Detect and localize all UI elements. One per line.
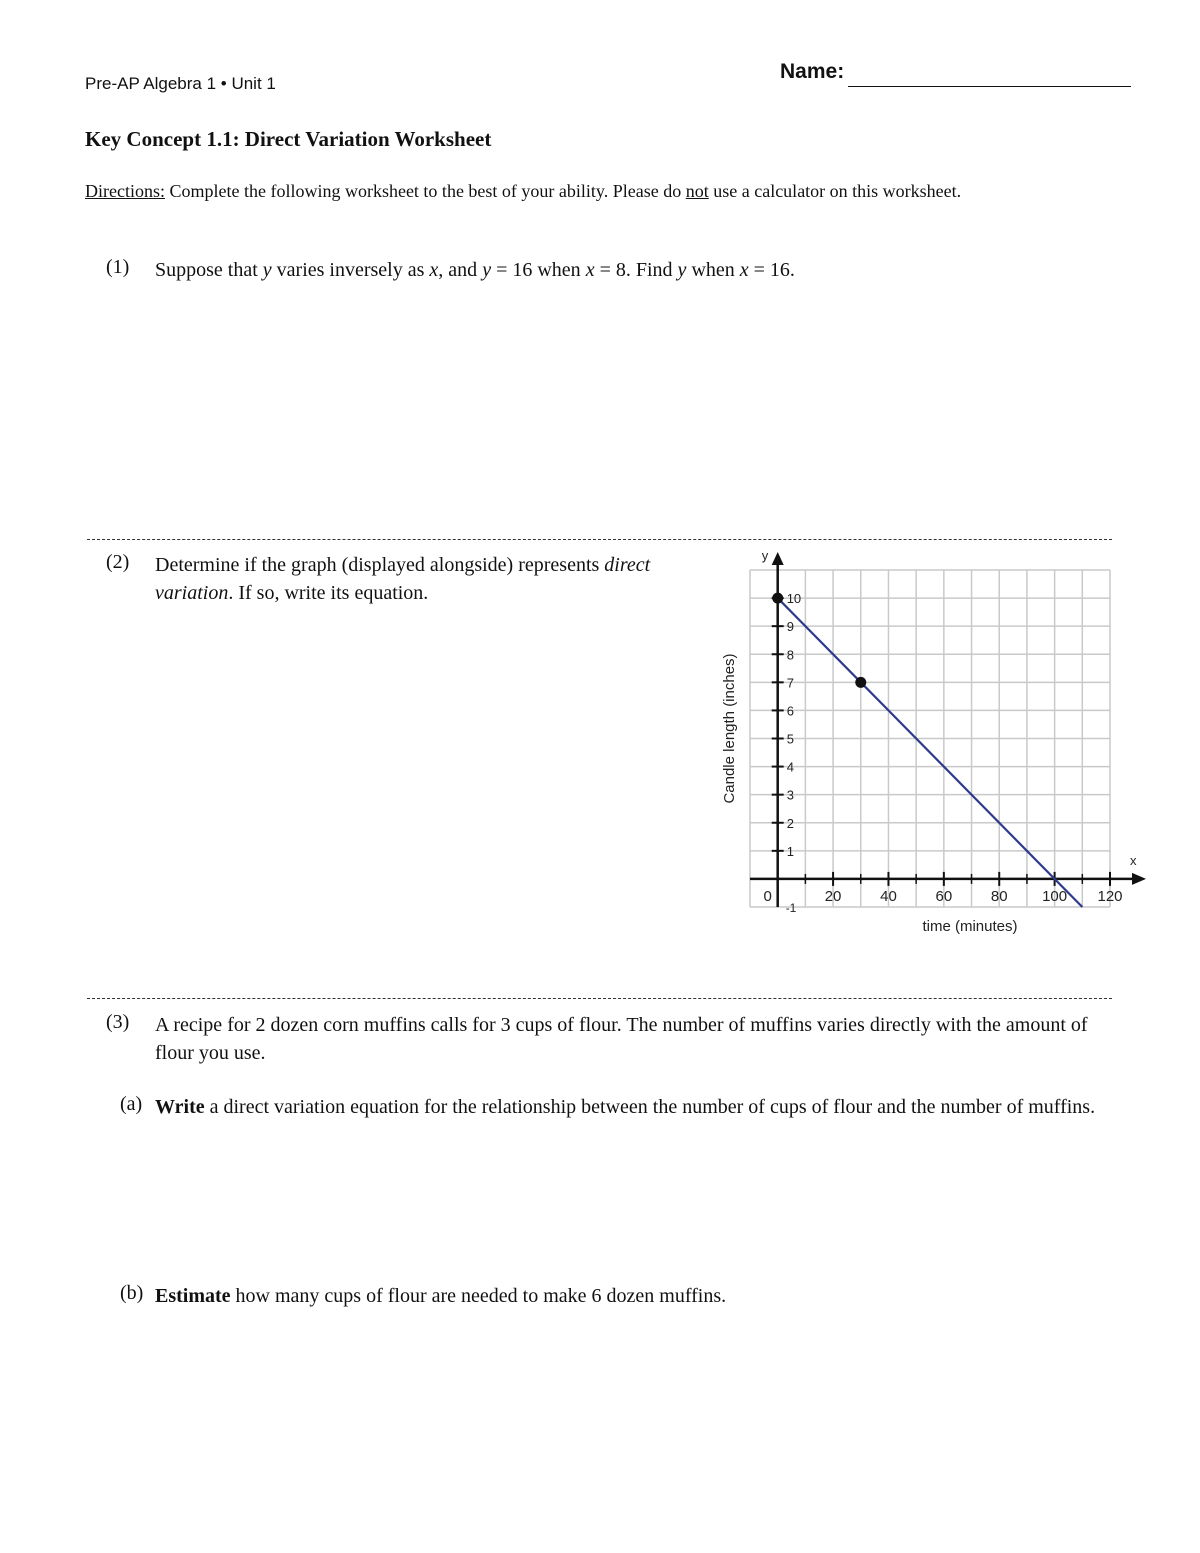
directions <box>85 179 1075 204</box>
y-tick-label: 3 <box>786 787 794 803</box>
q1-var: y <box>262 259 272 281</box>
question-3b-text <box>155 1282 1105 1310</box>
y-tick-label: 8 <box>786 647 794 663</box>
y-neg-tick-label: -1 <box>785 901 797 915</box>
question-3-text: A recipe for 2 dozen corn muffins calls for 3 cups of flour. The number of muffins varies directly with the amount of flour you use. <box>155 1014 1088 1064</box>
candle-length-graph <box>700 545 1160 945</box>
directions-text-before: Complete the following worksheet to the best of your ability. Please do <box>164 181 686 201</box>
q2-emphasis: direct variation <box>155 554 651 604</box>
x-tick-label: 100 <box>1042 887 1068 905</box>
q3a-bold: Write <box>155 1096 205 1118</box>
section-divider <box>87 998 1112 999</box>
x-tick-label: 0 <box>763 887 772 905</box>
y-tick-label: 9 <box>786 619 794 635</box>
x-axis-name: x <box>1130 852 1137 868</box>
q1-part: Suppose that <box>155 259 263 281</box>
q1-part: varies inversely as <box>271 259 430 281</box>
y-tick-label: 6 <box>786 703 794 719</box>
question-2-number: (2) <box>106 551 130 573</box>
x-axis-label: time (minutes) <box>922 918 1018 935</box>
y-tick-label: 4 <box>786 759 794 775</box>
series-line <box>778 598 1083 907</box>
q2-text-before: Determine if the graph (displayed alongside) represents <box>155 554 605 576</box>
graph-series <box>772 593 1082 907</box>
q2-text-after: . If so, write its equation. <box>228 582 429 604</box>
graph-axes <box>750 552 1146 907</box>
q1-part: = 16. <box>748 259 795 281</box>
q1-var: x <box>585 259 595 281</box>
q3b-bold: Estimate <box>155 1285 231 1307</box>
q1-part: , and <box>438 259 483 281</box>
y-axis-arrow <box>772 552 784 565</box>
x-axis-arrow <box>1132 873 1146 885</box>
x-tick-label: 120 <box>1097 887 1123 905</box>
directions-emphasis: not <box>685 181 709 201</box>
course-header: Pre-AP Algebra 1 • Unit 1 <box>85 74 276 93</box>
y-tick-label: 5 <box>786 731 794 747</box>
question-1-number: (1) <box>106 256 130 278</box>
x-tick-label: 20 <box>824 887 842 905</box>
y-axis-name: y <box>761 548 769 563</box>
question-1-text <box>155 256 795 284</box>
x-tick-label: 80 <box>990 887 1008 905</box>
y-tick-label: 1 <box>786 843 794 859</box>
section-divider <box>87 539 1112 540</box>
question-3-number: (3) <box>106 1011 130 1033</box>
q1-var: x <box>429 259 439 281</box>
graph-grid <box>750 570 1110 907</box>
y-axis-label: Candle length (inches) <box>721 653 738 804</box>
name-input-line[interactable] <box>848 86 1131 87</box>
q1-var: y <box>482 259 492 281</box>
y-tick-label: 2 <box>786 815 794 831</box>
data-point <box>855 677 866 688</box>
q1-part: = 16 when <box>491 259 586 281</box>
question-3a-text <box>155 1093 1105 1121</box>
question-2-text <box>155 551 695 607</box>
x-tick-label: 60 <box>935 887 953 905</box>
data-point <box>772 593 783 604</box>
directions-label: Directions: <box>85 181 165 201</box>
x-tick-label: 40 <box>880 887 897 905</box>
y-tick-label: 7 <box>786 675 794 691</box>
directions-text-after: use a calculator on this worksheet. <box>708 181 962 201</box>
q1-part: when <box>686 259 740 281</box>
q1-var: y <box>677 259 687 281</box>
name-label: Name: <box>780 60 845 83</box>
question-3a-label: (a) <box>120 1093 143 1115</box>
q1-var: x <box>739 259 749 281</box>
q3b-rest: how many cups of flour are needed to make 6 dozen muffins. <box>230 1285 727 1307</box>
question-3b-label: (b) <box>120 1282 144 1304</box>
y-tick-label: 10 <box>786 591 802 607</box>
q3a-rest: a direct variation equation for the relationship between the number of cups of flour and the number of muffins. <box>204 1096 1096 1118</box>
q1-part: = 8. Find <box>594 259 678 281</box>
worksheet-title: Key Concept 1.1: Direct Variation Worksheet <box>85 127 492 151</box>
